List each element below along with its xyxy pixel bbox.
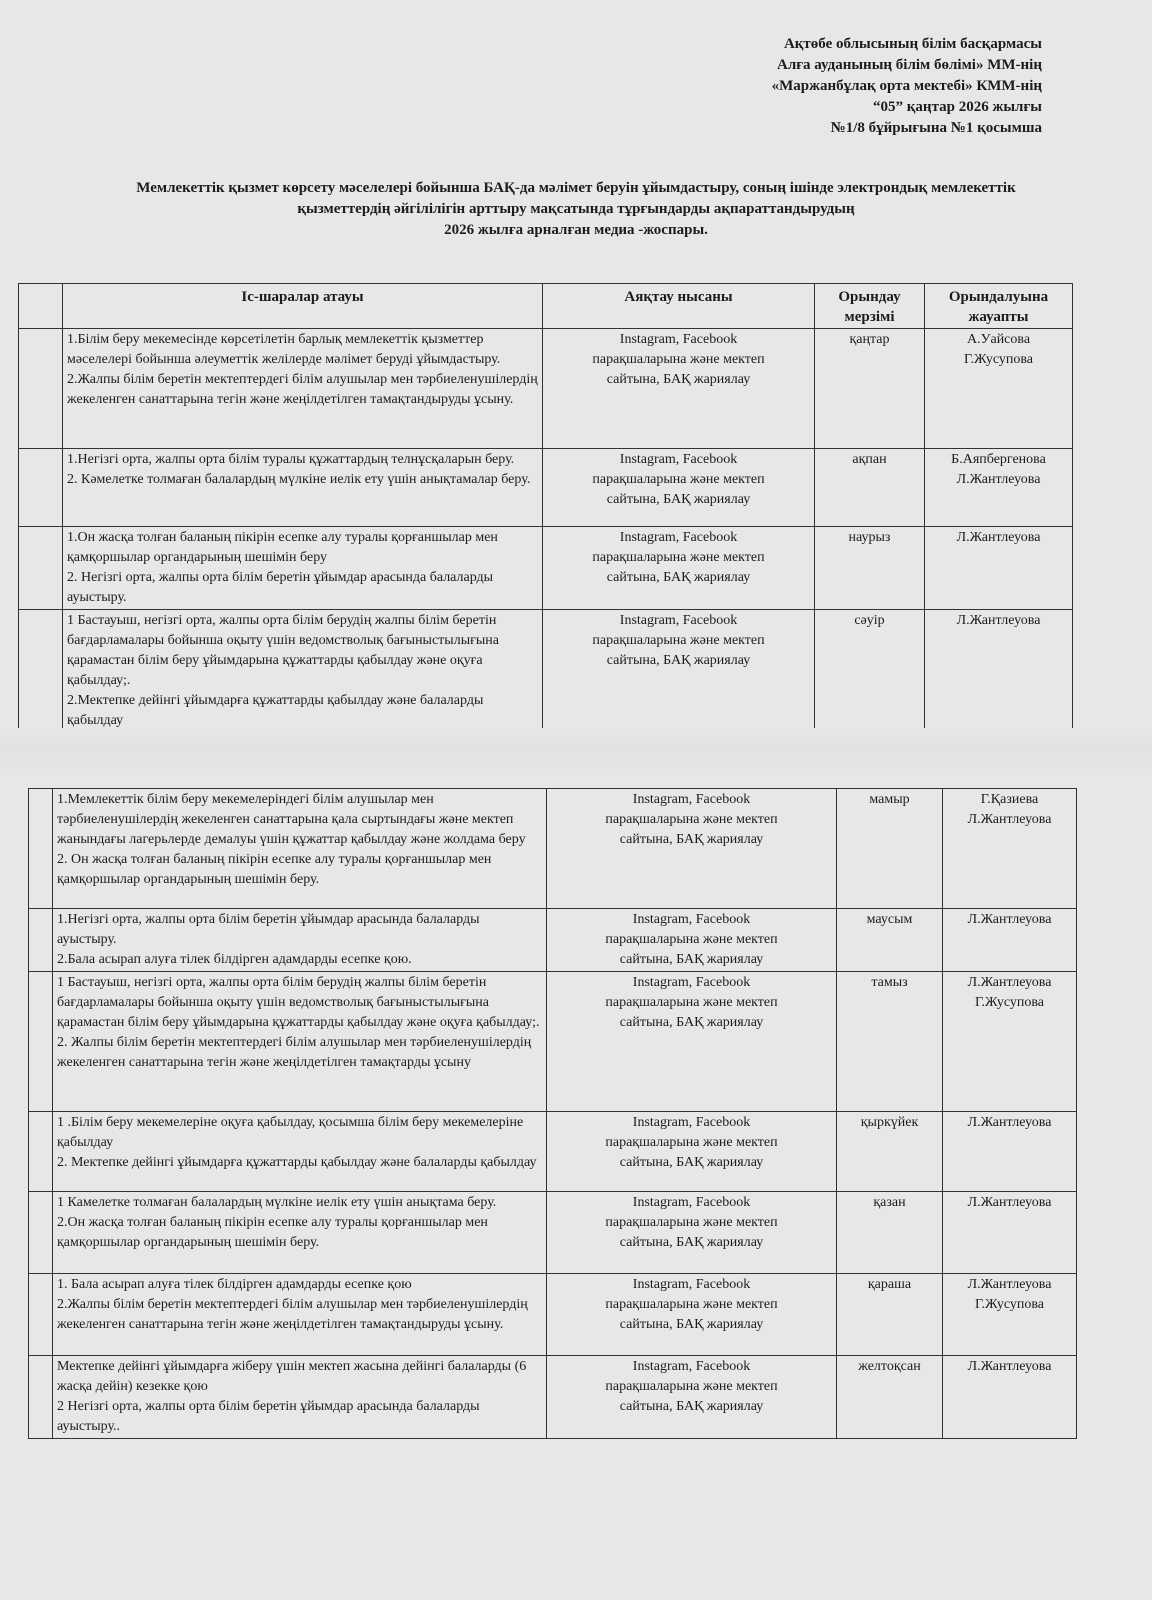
responsible-cell: Л.Жантлеуова Г.Жусупова (943, 1274, 1077, 1356)
column-header-deadline: Орындау мерзімі (815, 284, 925, 329)
header-line: Ақтөбе облысының білім басқармасы (783, 36, 1042, 52)
responsible-cell: Л.Жантлеуова (925, 527, 1073, 610)
row-number-cell (29, 1192, 53, 1274)
form-cell: Instagram, Facebook парақшаларына және мектеп сайтына, БАҚ жариялау (547, 1274, 837, 1356)
document-title (20, 178, 1132, 241)
page-break (0, 728, 1152, 776)
row-number-cell (19, 610, 63, 733)
form-cell: Instagram, Facebook парақшаларына және мектеп сайтына, БАҚ жариялау (543, 610, 815, 733)
title-line: 2026 жылға арналған медиа -жоспары. (444, 222, 708, 238)
column-header-form: Аяқтау нысаны (543, 284, 815, 329)
form-cell: Instagram, Facebook парақшаларына және мектеп сайтына, БАҚ жариялау (547, 1356, 837, 1439)
activity-cell: 1 Камелетке толмаған балалардың мүлкіне иелік ету үшін анықтама беру. 2.Он жасқа толған баланың пікірін есепке алу туралы қорғаншылар мен қамқоршылар органдарының шешімін беру. (53, 1192, 547, 1274)
activity-cell: 1.Негізгі орта, жалпы орта білім туралы құжаттардың телнұсқаларын беру. 2. Кәмелетке толмаған балалардың мүлкіне иелік ету үшін анықтамалар беру. (63, 449, 543, 527)
table-row (19, 527, 1073, 610)
form-cell: Instagram, Facebook парақшаларына және мектеп сайтына, БАҚ жариялау (543, 329, 815, 449)
deadline-cell: қазан (837, 1192, 943, 1274)
table-row (29, 909, 1077, 972)
deadline-cell: қыркүйек (837, 1112, 943, 1192)
row-number-cell (29, 1356, 53, 1439)
activity-cell: 1 .Білім беру мекемелеріне оқуға қабылдау, қосымша білім беру мекемелеріне қабылдау 2. Мектепке дейінгі ұйымдарға құжаттарды қабылдау және балаларды қабылдау (53, 1112, 547, 1192)
table-row (19, 610, 1073, 733)
responsible-cell: Л.Жантлеуова Г.Жусупова (943, 972, 1077, 1112)
table-row (19, 449, 1073, 527)
form-cell: Instagram, Facebook парақшаларына және мектеп сайтына, БАҚ жариялау (543, 527, 815, 610)
row-number-cell (29, 1112, 53, 1192)
deadline-cell: сәуір (815, 610, 925, 733)
column-header-activity: Іс-шаралар атауы (63, 284, 543, 329)
form-cell: Instagram, Facebook парақшаларына және мектеп сайтына, БАҚ жариялау (547, 909, 837, 972)
deadline-cell: ақпан (815, 449, 925, 527)
header-line: Алға ауданының білім бөлімі» ММ-нің (777, 57, 1042, 73)
table-row (29, 1356, 1077, 1439)
media-plan-table-page2 (28, 788, 1077, 1439)
table-row (29, 789, 1077, 909)
responsible-cell: Л.Жантлеуова (943, 909, 1077, 972)
form-cell: Instagram, Facebook парақшаларына және мектеп сайтына, БАҚ жариялау (547, 789, 837, 909)
header-line: «Маржанбұлақ орта мектебі» КММ-нің (771, 78, 1042, 94)
deadline-cell: қаңтар (815, 329, 925, 449)
responsible-cell: А.Уайсова Г.Жусупова (925, 329, 1073, 449)
table-row (29, 972, 1077, 1112)
responsible-cell: Л.Жантлеуова (943, 1112, 1077, 1192)
activity-cell: Мектепке дейінгі ұйымдарға жіберу үшін мектеп жасына дейінгі балаларды (6 жасқа дейін) кезекке қою 2 Негізгі орта, жалпы орта білім беретін ұйымдар арасында балаларды ауыстыру.. (53, 1356, 547, 1439)
deadline-cell: маусым (837, 909, 943, 972)
activity-cell: 1.Мемлекеттік білім беру мекемелеріндегі білім алушылар мен тәрбиеленушілердің жекеленген санаттарына қала сыртындағы және мектеп жанындағы лагерьлерде демалуы үшін құжаттар қабылдау және жолдама беру 2. Он жасқа толған баланың пікірін есепке алу туралы қорғаншылар мен қамқоршылар органдарының шешімін беру. (53, 789, 547, 909)
activity-cell: 1.Он жасқа толған баланың пікірін есепке алу туралы қорғаншылар мен қамқоршылар органдарының шешімін беру 2. Негізгі орта, жалпы орта білім беретін ұйымдар арасында балаларды ауыстыру. (63, 527, 543, 610)
row-number-cell (19, 449, 63, 527)
row-number-cell (19, 527, 63, 610)
form-cell: Instagram, Facebook парақшаларына және мектеп сайтына, БАҚ жариялау (547, 1112, 837, 1192)
title-line: қызметтердің әйгілілігін арттыру мақсатында тұрғындарды ақпараттандырудың (297, 201, 855, 217)
title-line: Мемлекеттік қызмет көрсету мәселелері бойынша БАҚ-да мәлімет беруін ұйымдастыру, соның ішінде электрондық мемлекеттік (136, 180, 1016, 196)
column-header-responsible: Орындалуына жауапты (925, 284, 1073, 329)
activity-cell: 1.Білім беру мекемесінде көрсетілетін барлық мемлекеттік қызметтер мәселелері бойынша әлеуметтік желілерде мәлімет беруді ұйымдастыру. 2.Жалпы білім беретін мектептердегі білім алушылар мен тәрбиеленушілердің жекеленген санаттарына тегін және жеңілдетілген тамақтандыруды ұсыну. (63, 329, 543, 449)
form-cell: Instagram, Facebook парақшаларына және мектеп сайтына, БАҚ жариялау (543, 449, 815, 527)
activity-cell: 1. Бала асырап алуға тілек білдірген адамдарды есепке қою 2.Жалпы білім беретін мектептердегі білім алушылар мен тәрбиеленушілердің жекеленген санаттарына тегін және жеңілдетілген тамақтандыруды ұсыну. (53, 1274, 547, 1356)
table-row (29, 1274, 1077, 1356)
responsible-cell: Л.Жантлеуова (925, 610, 1073, 733)
table-row (19, 329, 1073, 449)
deadline-cell: мамыр (837, 789, 943, 909)
row-number-cell (29, 1274, 53, 1356)
deadline-cell: наурыз (815, 527, 925, 610)
header-line: №1/8 бұйрығына №1 қосымша (830, 120, 1042, 136)
responsible-cell: Л.Жантлеуова (943, 1192, 1077, 1274)
activity-cell: 1 Бастауыш, негізгі орта, жалпы орта білім берудің жалпы білім беретін бағдарламалары бойынша оқыту үшін ведомстволық бағыныстылығына қарамастан білім беру ұйымдарына құжаттарды қабылдау және оқуға қабылдау;. 2. Жалпы білім беретін мектептердегі білім алушылар мен тәрбиеленушілердің жекеленген санаттарына тегін және жеңілдетілген тамақтарды ұсыну (53, 972, 547, 1112)
form-cell: Instagram, Facebook парақшаларына және мектеп сайтына, БАҚ жариялау (547, 1192, 837, 1274)
activity-cell: 1.Негізгі орта, жалпы орта білім беретін ұйымдар арасында балаларды ауыстыру. 2.Бала асырап алуға тілек білдірген адамдарды есепке қою. (53, 909, 547, 972)
column-header-number (19, 284, 63, 329)
order-annex-header (622, 34, 1042, 139)
deadline-cell: тамыз (837, 972, 943, 1112)
table-row (29, 1112, 1077, 1192)
responsible-cell: Б.Аяпбергенова Л.Жантлеуова (925, 449, 1073, 527)
activity-cell: 1 Бастауыш, негізгі орта, жалпы орта білім берудің жалпы білім беретін бағдарламалары бойынша оқыту үшін ведомстволық бағыныстылығына қарамастан білім беру ұйымдарына құжаттарды қабылдау және оқуға қабылдау;. 2.Мектепке дейінгі ұйымдарға құжаттарды қабылдау және балаларды қабылдау (63, 610, 543, 733)
row-number-cell (29, 972, 53, 1112)
responsible-cell: Г.Қазиева Л.Жантлеуова (943, 789, 1077, 909)
form-cell: Instagram, Facebook парақшаларына және мектеп сайтына, БАҚ жариялау (547, 972, 837, 1112)
table-row (29, 1192, 1077, 1274)
header-line: “05” қаңтар 2026 жылғы (873, 99, 1042, 115)
row-number-cell (29, 909, 53, 972)
table-header-row (19, 284, 1073, 329)
media-plan-table-page1 (18, 283, 1073, 733)
row-number-cell (29, 789, 53, 909)
deadline-cell: қараша (837, 1274, 943, 1356)
row-number-cell (19, 329, 63, 449)
deadline-cell: желтоқсан (837, 1356, 943, 1439)
responsible-cell: Л.Жантлеуова (943, 1356, 1077, 1439)
